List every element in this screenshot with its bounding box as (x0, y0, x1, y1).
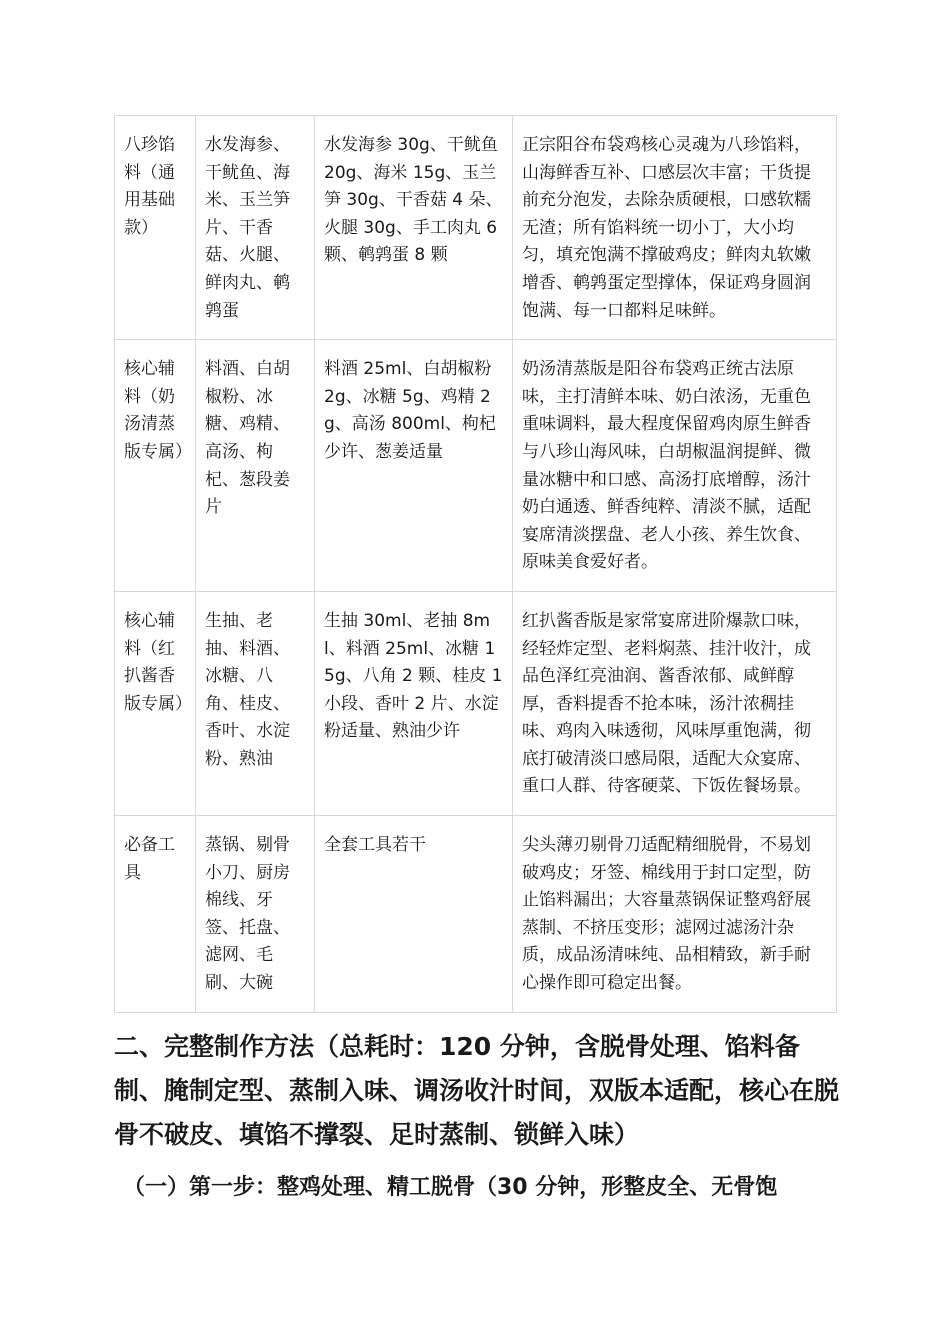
table-row (115, 116, 837, 340)
amount-cell: 料酒 25ml、白胡椒粉 2g、冰糖 5g、鸡精 2g、高汤 800ml、枸杞少许、葱姜适量 (315, 340, 513, 592)
section-heading: 二、完整制作方法（总耗时：120 分钟，含脱骨处理、馅料备制、腌制定型、蒸制入味、调汤收汁时间，双版本适配，核心在脱骨不破皮、填馅不撑裂、足时蒸制、锁鲜入味） (114, 1032, 840, 1149)
step-heading: （一）第一步：整鸡处理、精工脱骨（30 分钟，形整皮全、无骨饱 (123, 1175, 778, 1200)
note-cell: 尖头薄刃剔骨刀适配精细脱骨，不易划破鸡皮；牙签、棉线用于封口定型，防止馅料漏出；大容量蒸锅保证整鸡舒展蒸制、不挤压变形；滤网过滤汤汁杂质，成品汤清味纯、品相精致，新手耐心操作即可稳定出餐。 (513, 816, 837, 1013)
table-row (115, 591, 837, 815)
ingredients-table (114, 115, 837, 1013)
note-cell: 红扒酱香版是家常宴席进阶爆款口味，经轻炸定型、老料焖蒸、挂汁收汁，成品色泽红亮油润、酱香浓郁、咸鲜醇厚，香料提香不抢本味，汤汁浓稠挂味、鸡肉入味透彻，风味厚重饱满，彻底打破清淡口感局限，适配大众宴席、重口人群、待客硬菜、下饭佐餐场景。 (513, 591, 837, 815)
item-name-cell: 必备工具 (115, 816, 196, 1013)
ingredients-cell: 蒸锅、剔骨小刀、厨房棉线、牙签、托盘、滤网、毛刷、大碗 (196, 816, 315, 1013)
ingredients-cell: 水发海参、干鱿鱼、海米、玉兰笋片、干香菇、火腿、鲜肉丸、鹌鹑蛋 (196, 116, 315, 340)
amount-cell: 水发海参 30g、干鱿鱼 20g、海米 15g、玉兰笋 30g、干香菇 4 朵、火腿 30g、手工肉丸 6 颗、鹌鹑蛋 8 颗 (315, 116, 513, 340)
item-name-cell: 核心辅料（奶汤清蒸版专属） (115, 340, 196, 592)
note-cell: 正宗阳谷布袋鸡核心灵魂为八珍馅料，山海鲜香互补、口感层次丰富；干货提前充分泡发，去除杂质硬根，口感软糯无渣；所有馅料统一切小丁，大小均匀，填充饱满不撑破鸡皮；鲜肉丸软嫩增香、鹌鹑蛋定型撑体，保证鸡身圆润饱满、每一口都料足味鲜。 (513, 116, 837, 340)
item-name-cell: 八珍馅料（通用基础款） (115, 116, 196, 340)
table-row (115, 816, 837, 1013)
amount-cell: 全套工具若干 (315, 816, 513, 1013)
amount-cell: 生抽 30ml、老抽 8ml、料酒 25ml、冰糖 15g、八角 2 颗、桂皮 1 小段、香叶 2 片、水淀粉适量、熟油少许 (315, 591, 513, 815)
note-cell: 奶汤清蒸版是阳谷布袋鸡正统古法原味，主打清鲜本味、奶白浓汤，无重色重味调料，最大程度保留鸡肉原生鲜香与八珍山海风味，白胡椒温润提鲜、微量冰糖中和口感、高汤打底增醇，汤汁奶白通透、鲜香纯粹、清淡不腻，适配宴席清淡摆盘、老人小孩、养生饮食、原味美食爱好者。 (513, 340, 837, 592)
ingredients-cell: 生抽、老抽、料酒、冰糖、八角、桂皮、香叶、水淀粉、熟油 (196, 591, 315, 815)
table-row (115, 340, 837, 592)
ingredients-cell: 料酒、白胡椒粉、冰糖、鸡精、高汤、枸杞、葱段姜片 (196, 340, 315, 592)
item-name-cell: 核心辅料（红扒酱香版专属） (115, 591, 196, 815)
